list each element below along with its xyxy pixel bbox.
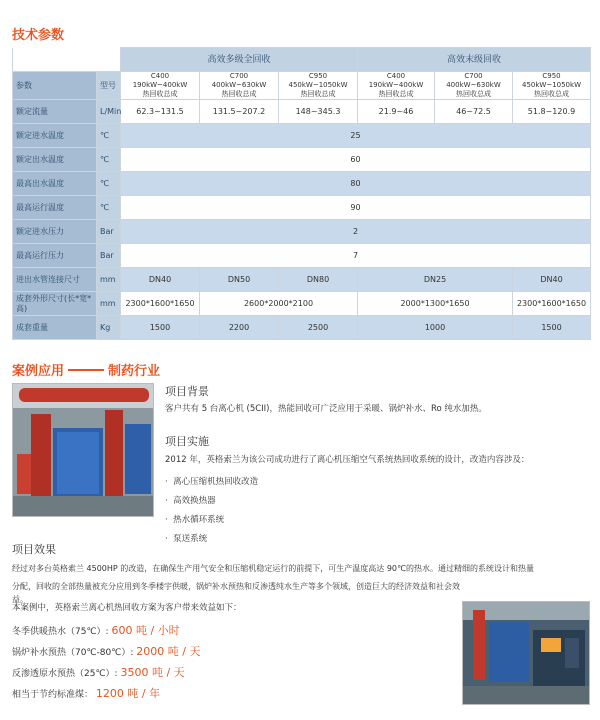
model-header: C400 190kW~400kW 热回收总成: [121, 72, 200, 100]
cell: 90: [121, 196, 591, 220]
cell: 62.3~131.5: [121, 100, 200, 124]
row-label: 额定进水压力: [13, 220, 97, 244]
cell: 1500: [121, 316, 200, 340]
cell: 60: [121, 148, 591, 172]
cell: DN80: [279, 268, 358, 292]
cell: 2600*2000*2100: [200, 292, 358, 316]
cell: 2300*1600*1650: [121, 292, 200, 316]
table-row: [13, 220, 591, 244]
table-row: [13, 292, 591, 316]
table-row: [13, 268, 591, 292]
list-item: · 离心压缩机热回收改造: [165, 477, 259, 487]
cell: 131.5~207.2: [200, 100, 279, 124]
model-header: C950 450kW~1050kW 热回收总成: [513, 72, 591, 100]
benefit-coal: 相当于节约标准煤： 1200 吨 / 年: [12, 687, 161, 700]
param-header: 参数: [13, 72, 97, 100]
row-unit: Bar: [97, 244, 121, 268]
table-row: [13, 124, 591, 148]
model-header: C400 190kW~400kW 热回收总成: [358, 72, 435, 100]
row-label: 最高运行温度: [13, 196, 97, 220]
table-corner: [13, 48, 121, 72]
list-item: · 泵送系统: [165, 534, 208, 544]
cell: 2: [121, 220, 591, 244]
row-label: 成套外形尺寸(长*宽*高): [13, 292, 97, 316]
row-unit: ℃: [97, 172, 121, 196]
row-label: 进出水管连接尺寸: [13, 268, 97, 292]
implementation-text: 2012 年，英格索兰为该公司成功进行了离心机压缩空气系统热回收系统的设计，改造内容涉及：: [165, 455, 530, 465]
list-item: · 高效换热器: [165, 496, 216, 506]
model-header: C700 400kW~630kW 热回收总成: [200, 72, 279, 100]
table-row: [13, 196, 591, 220]
table-row: [13, 316, 591, 340]
background-title: 项目背景: [165, 385, 209, 398]
row-label: 成套重量: [13, 316, 97, 340]
benefit-heating: 冬季供暖热水（75℃）: 600 吨 / 小时: [12, 624, 180, 637]
group-header-full-recovery: 高效多级全回收: [121, 48, 358, 72]
cell: 1500: [513, 316, 591, 340]
row-unit: mm: [97, 268, 121, 292]
cell: DN50: [200, 268, 279, 292]
group-header-final-recovery: 高效末级回收: [358, 48, 591, 72]
row-label: 额定出水温度: [13, 148, 97, 172]
row-unit: ℃: [97, 148, 121, 172]
benefit-boiler: 锅炉补水预热（70℃-80℃）: 2000 吨 / 天: [12, 645, 201, 658]
cell: 2300*1600*1650: [513, 292, 591, 316]
row-unit: L/Min: [97, 100, 121, 124]
tech-params-table: [12, 47, 591, 340]
table-row: [13, 172, 591, 196]
table-row: [13, 148, 591, 172]
row-label: 最高运行压力: [13, 244, 97, 268]
effect-title: 项目效果: [12, 543, 56, 556]
unit-header: 型号: [97, 72, 121, 100]
cell: 80: [121, 172, 591, 196]
model-header: C950 450kW~1050kW 热回收总成: [279, 72, 358, 100]
cell: DN40: [121, 268, 200, 292]
cell: 7: [121, 244, 591, 268]
cell: 2500: [279, 316, 358, 340]
row-label: 额定流量: [13, 100, 97, 124]
benefit-ro: 反渗透原水预热（25℃）: 3500 吨 / 天: [12, 666, 185, 679]
effect-text-3: 本案例中，英格索兰离心机热回收方案为客户带来效益如下：: [12, 603, 242, 613]
table-row: [13, 100, 591, 124]
case-photo-heat-exchanger: [12, 383, 154, 517]
effect-text-1: 经过对多台英格索兰 4500HP 的改造，在确保生产用气安全和压缩机稳定运行的前提下，可生产温度高达 90℃的热水。通过精细的系统设计和热量: [12, 564, 534, 573]
cell: DN40: [513, 268, 591, 292]
cell: 1000: [358, 316, 513, 340]
cell: 2200: [200, 316, 279, 340]
section-title-tech-params: 技术参数: [12, 28, 65, 43]
row-unit: ℃: [97, 196, 121, 220]
effect-text-2: 分配，回收的全部热量被充分应用到冬季楼宇供暖，锅炉补水预热和反渗透纯水生产等多个领域，创造巨大的经济效益和社会效益。: [12, 582, 460, 604]
cell: 2000*1300*1650: [358, 292, 513, 316]
row-unit: Kg: [97, 316, 121, 340]
list-item: · 热水循环系统: [165, 515, 225, 525]
implementation-title: 项目实施: [165, 435, 209, 448]
model-header: C700 400kW~630kW 热回收总成: [435, 72, 513, 100]
case-photo-compressor: [462, 601, 590, 705]
cell: 148~345.3: [279, 100, 358, 124]
table-row: [13, 244, 591, 268]
row-unit: Bar: [97, 220, 121, 244]
cell: 51.8~120.9: [513, 100, 591, 124]
cell: 21.9~46: [358, 100, 435, 124]
cell: 46~72.5: [435, 100, 513, 124]
section-title-case: 案例应用 制药行业: [12, 364, 161, 379]
row-unit: mm: [97, 292, 121, 316]
cell: 25: [121, 124, 591, 148]
row-unit: ℃: [97, 124, 121, 148]
cell: DN25: [358, 268, 513, 292]
background-text: 客户共有 5 台离心机 (5CII)，热能回收可广泛应用于采暖、锅炉补水、Ro 纯水加热。: [165, 404, 487, 414]
row-label: 额定进水温度: [13, 124, 97, 148]
row-label: 最高出水温度: [13, 172, 97, 196]
